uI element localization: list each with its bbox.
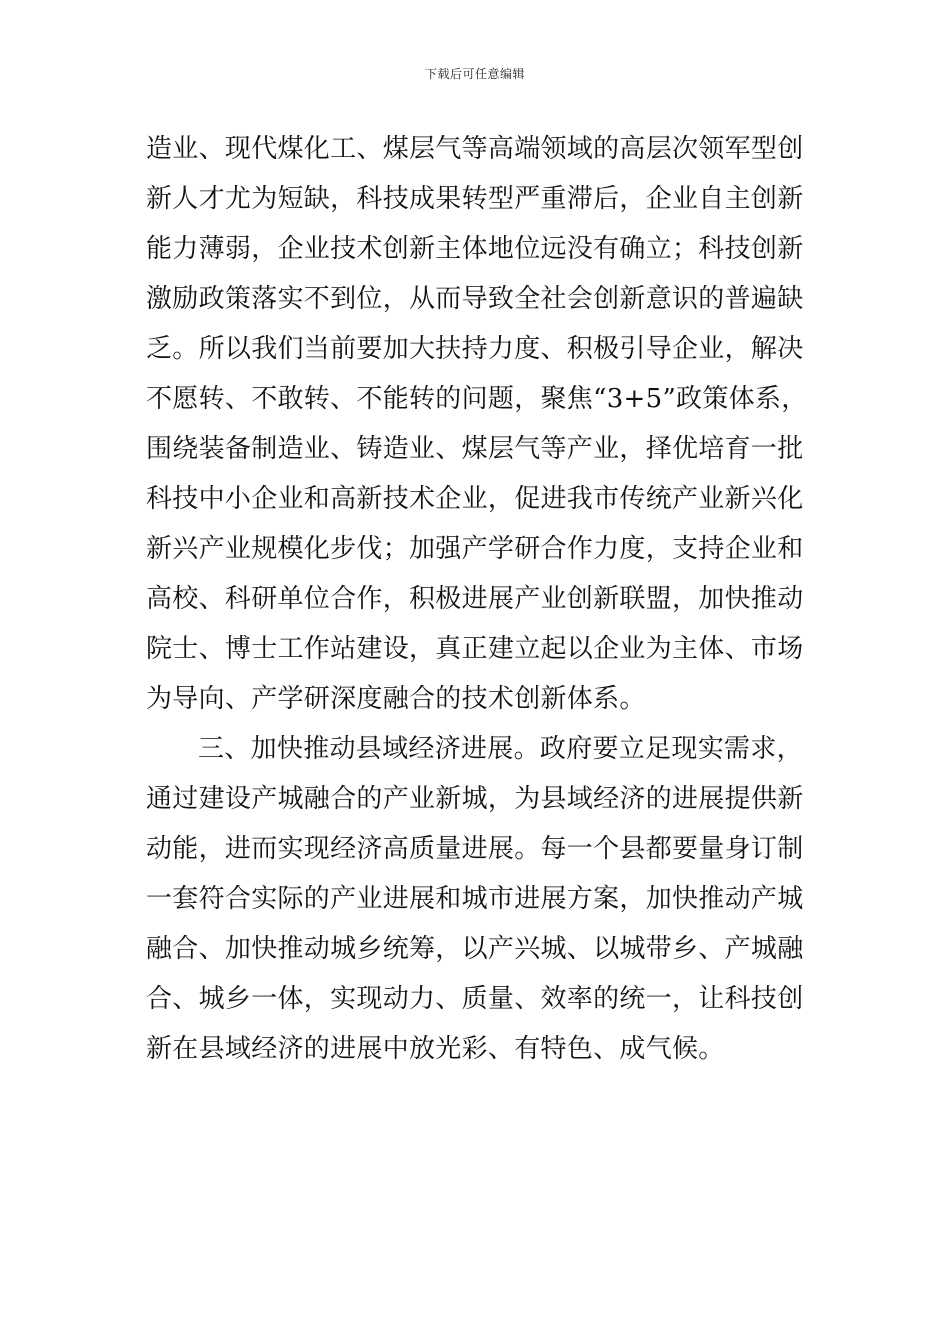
text-line: 新兴产业规模化步伐；加强产学研合作力度，支持企业和 bbox=[146, 534, 804, 564]
text-line: 能力薄弱，企业技术创新主体地位远没有确立；科技创新 bbox=[146, 234, 804, 264]
page-header: 下载后可任意编辑 bbox=[424, 67, 525, 81]
text-line: 高校、科研单位合作，积极进展产业创新联盟，加快推动 bbox=[146, 584, 804, 614]
text-line: 不愿转、不敢转、不能转的问题，聚焦“3+5”政策体系， bbox=[146, 384, 808, 414]
text-line: 科技中小企业和高新技术企业，促进我市传统产业新兴化 bbox=[146, 484, 804, 514]
text-line: 融合、加快推动城乡统筹，以产兴城、以城带乡、产城融 bbox=[146, 934, 804, 964]
text-line: 一套符合实际的产业进展和城市进展方案，加快推动产城 bbox=[146, 884, 804, 914]
text-line: 三、加快推动县域经济进展。政府要立足现实需求， bbox=[198, 734, 803, 764]
text-line: 围绕装备制造业、铸造业、煤层气等产业，择优培育一批 bbox=[146, 434, 804, 464]
paragraph-1 bbox=[146, 124, 806, 724]
text-line: 新在县域经济的进展中放光彩、有特色、成气候。 bbox=[146, 1034, 725, 1064]
text-line: 院士、博士工作站建设，真正建立起以企业为主体、市场 bbox=[146, 634, 804, 664]
paragraph-2 bbox=[146, 724, 806, 1074]
text-line: 新人才尤为短缺，科技成果转型严重滞后，企业自主创新 bbox=[146, 184, 804, 214]
text-line: 动能，进而实现经济高质量进展。每一个县都要量身订制 bbox=[146, 834, 804, 864]
document-body bbox=[146, 124, 806, 1074]
text-line: 合、城乡一体，实现动力、质量、效率的统一，让科技创 bbox=[146, 984, 804, 1014]
text-line: 为导向、产学研深度融合的技术创新体系。 bbox=[146, 684, 646, 714]
text-line: 通过建设产城融合的产业新城，为县域经济的进展提供新 bbox=[146, 784, 804, 814]
text-line: 激励政策落实不到位，从而导致全社会创新意识的普遍缺 bbox=[146, 284, 804, 314]
text-line: 造业、现代煤化工、煤层气等高端领域的高层次领军型创 bbox=[146, 134, 804, 164]
text-line: 乏。所以我们当前要加大扶持力度、积极引导企业，解决 bbox=[146, 334, 804, 364]
